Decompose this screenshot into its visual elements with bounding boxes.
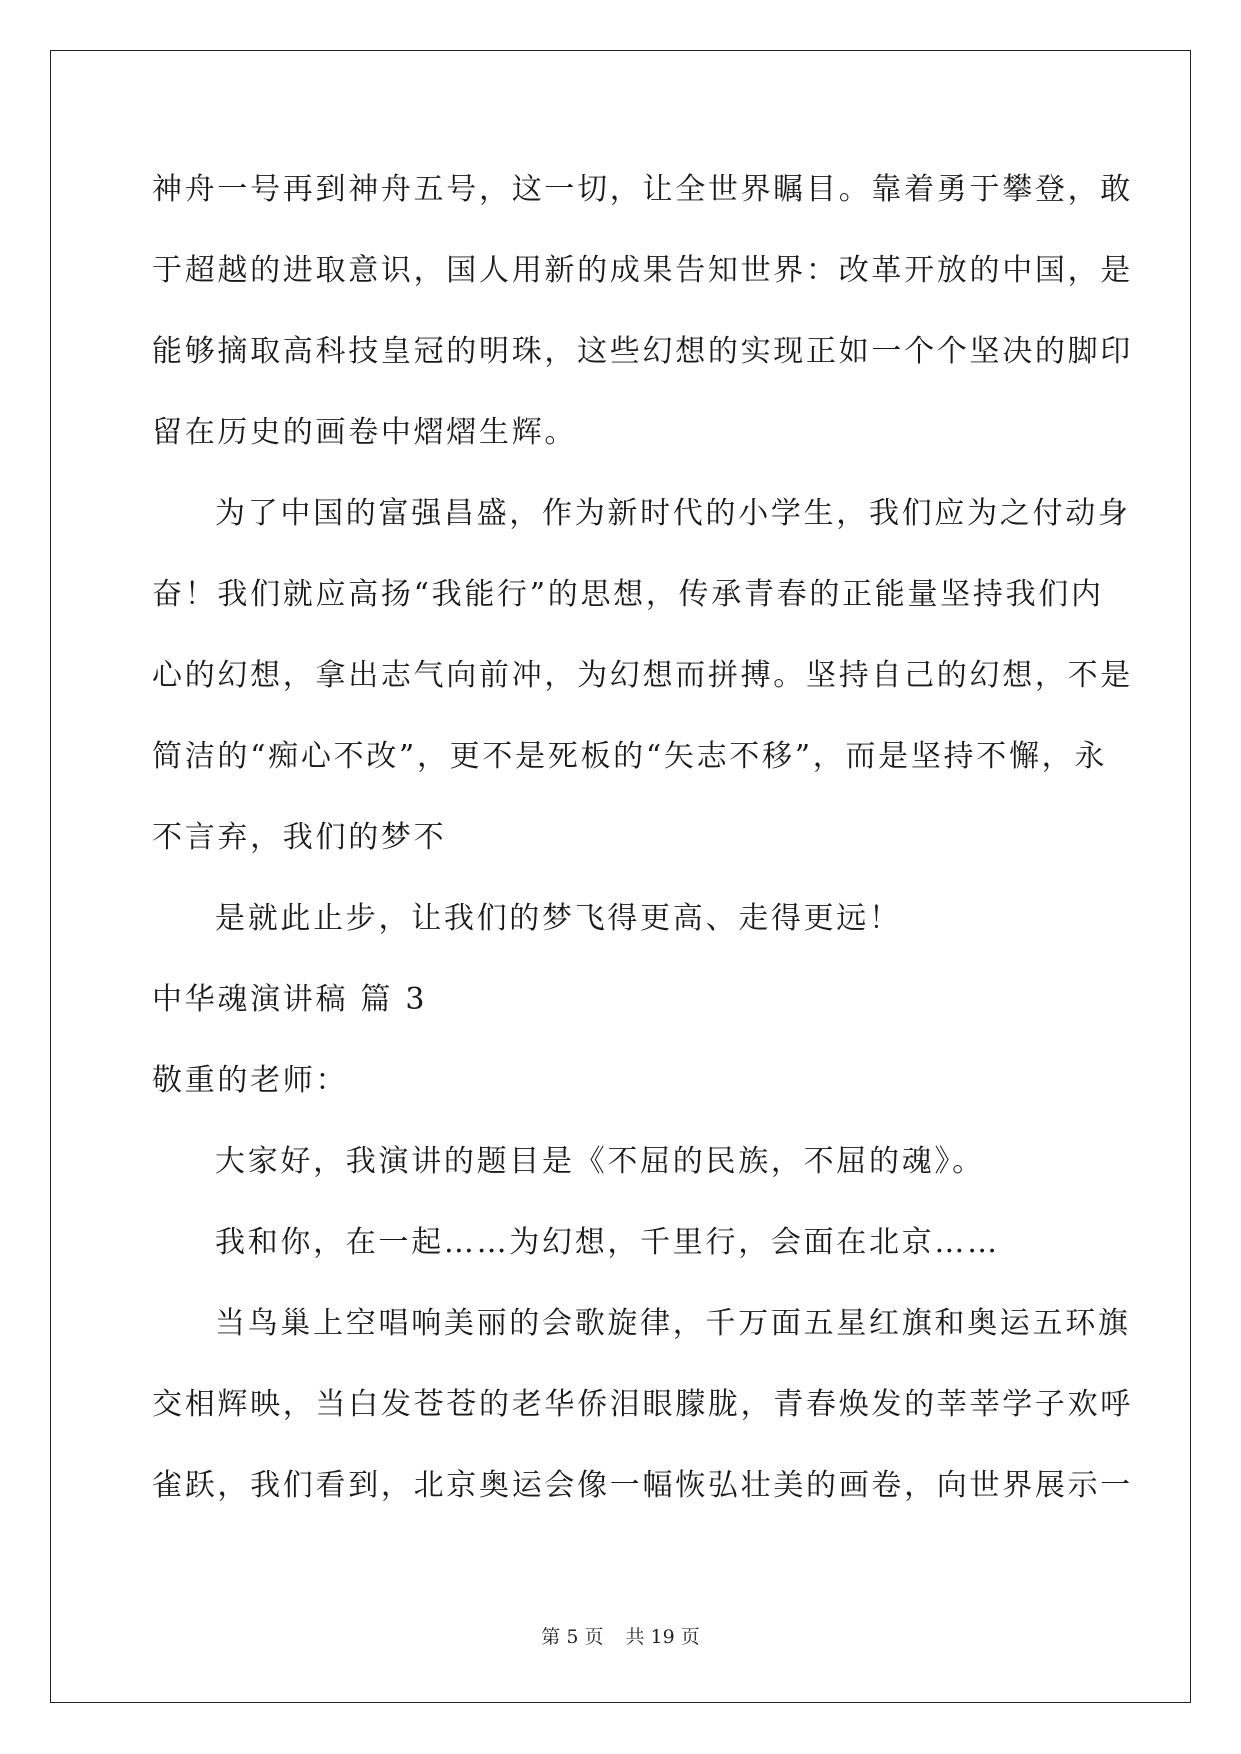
text-line-1: 神舟一号再到神舟五号，这一切，让全世界瞩目。靠着勇于攀登，敢: [152, 172, 1133, 207]
text-line-2: 于超越的进取意识，国人用新的成果告知世界：改革开放的中国，是: [152, 253, 1133, 288]
text-line-6: 奋！我们就应高扬“我能行”的思想，传承青春的正能量坚持我们内: [152, 577, 1104, 612]
text-line-14: 我和你，在一起……为幻想，千里行，会面在北京……: [215, 1225, 1000, 1260]
text-line-7: 心的幻想，拿出志气向前冲，为幻想而拼搏。坚持自己的幻想，不是: [152, 658, 1133, 693]
text-line-9: 不言弃，我们的梦不: [152, 820, 447, 855]
section-heading: 中华魂演讲稿 篇 3: [152, 982, 428, 1017]
text-line-15: 当鸟巢上空唱响美丽的会歌旋律，千万面五星红旗和奥运五环旗: [215, 1306, 1131, 1341]
text-line-8: 简洁的“痴心不改”，更不是死板的“矢志不移”，而是坚持不懈，永: [152, 739, 1108, 774]
page-footer: [0, 1622, 1241, 1649]
text-line-3: 能够摘取高科技皇冠的明珠，这些幻想的实现正如一个个坚决的脚印: [152, 334, 1133, 369]
text-line-4: 留在历史的画卷中熠熠生辉。: [152, 415, 578, 450]
text-line-5: 为了中国的富强昌盛，作为新时代的小学生，我们应为之付动身: [215, 496, 1131, 531]
text-line-10: 是就此止步，让我们的梦飞得更高、走得更远！: [215, 901, 902, 936]
page-total: 共 19 页: [625, 1626, 700, 1648]
document-body: [152, 160, 1133, 1537]
text-line-16: 交相辉映，当白发苍苍的老华侨泪眼朦胧，青春焕发的莘莘学子欢呼: [152, 1387, 1133, 1422]
page-number: 第 5 页: [541, 1626, 604, 1648]
salutation: 敬重的老师：: [152, 1063, 349, 1098]
text-line-17: 雀跃，我们看到，北京奥运会像一幅恢弘壮美的画卷，向世界展示一: [152, 1468, 1133, 1503]
text-line-13: 大家好，我演讲的题目是《不屈的民族，不屈的魂》。: [215, 1144, 985, 1179]
